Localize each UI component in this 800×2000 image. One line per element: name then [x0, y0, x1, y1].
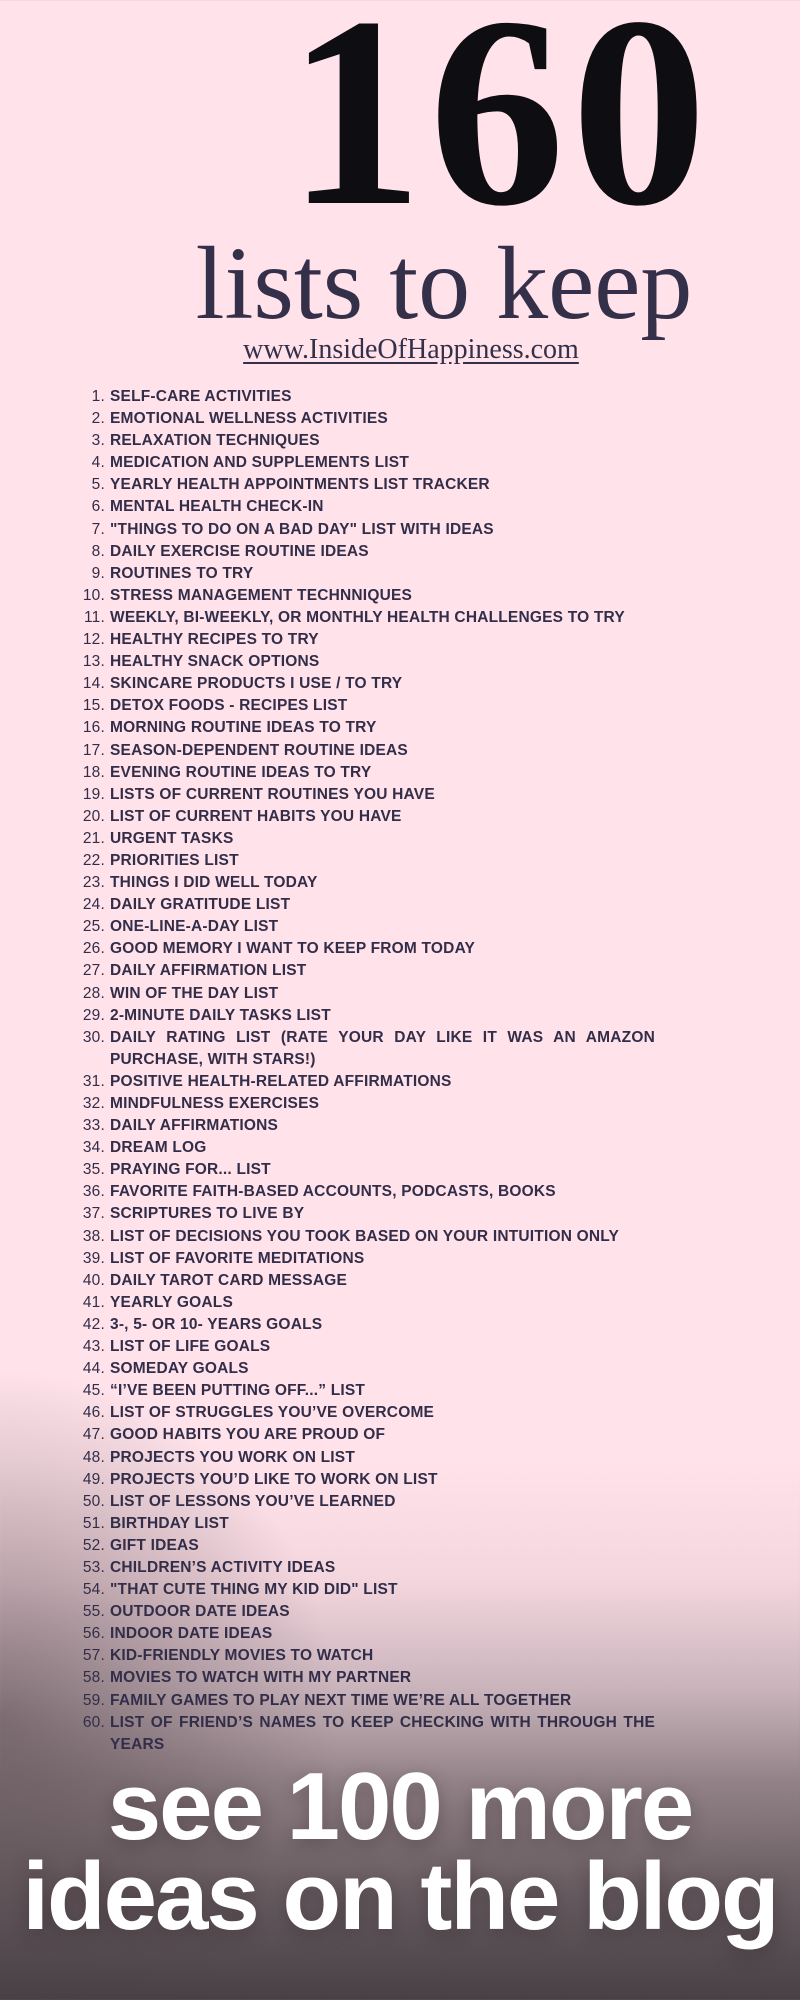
- list-item-text: LIST OF LESSONS YOU’VE LEARNED: [110, 1492, 396, 1510]
- list-item-text: MORNING ROUTINE IDEAS TO TRY: [110, 719, 377, 737]
- list-item-text: HEALTHY RECIPES TO TRY: [110, 631, 319, 649]
- list-item-text: DAILY RATING LIST (RATE YOUR DAY LIKE IT WAS AN AMAZON PURCHASE, WITH STARS!): [110, 1028, 655, 1068]
- list-item: [63, 629, 655, 651]
- list-item-number: 56.: [82, 1625, 105, 1643]
- list-item: [63, 983, 655, 1005]
- list-item-number: 13.: [82, 653, 105, 671]
- list-item-text: GOOD HABITS YOU ARE PROUD OF: [110, 1426, 386, 1444]
- list-item: [63, 717, 655, 739]
- list-item-text: WEEKLY, BI-WEEKLY, OR MONTHLY HEALTH CHALLENGES TO TRY: [110, 608, 625, 626]
- footer-line-2: ideas on the blog: [22, 1843, 778, 1950]
- list-item-text: LIST OF FRIEND’S NAMES TO KEEP CHECKING WITH THROUGH THE YEARS: [110, 1713, 655, 1753]
- list-item-number: 1.: [91, 388, 105, 405]
- list-item-text: LIST OF LIFE GOALS: [110, 1338, 271, 1356]
- list-item: [63, 1447, 655, 1469]
- list-item-text: LISTS OF CURRENT ROUTINES YOU HAVE: [110, 785, 435, 803]
- list-item-text: DREAM LOG: [110, 1139, 207, 1157]
- list-item-text: DAILY TAROT CARD MESSAGE: [110, 1271, 348, 1289]
- list-item-number: 30.: [82, 1028, 105, 1046]
- list-item-text: SKINCARE PRODUCTS I USE / TO TRY: [110, 675, 403, 693]
- list-item-number: 16.: [82, 719, 105, 737]
- list-item-number: 20.: [82, 807, 105, 825]
- list-item-number: 15.: [82, 697, 105, 715]
- list-item-number: 43.: [82, 1338, 105, 1356]
- list-item-text: OUTDOOR DATE IDEAS: [110, 1603, 290, 1621]
- list-item-number: 25.: [82, 918, 105, 936]
- list-item-number: 12.: [82, 631, 105, 649]
- list-item-text: YEARLY HEALTH APPOINTMENTS LIST TRACKER: [110, 476, 490, 494]
- list-item: [63, 1115, 655, 1137]
- list-item-number: 3.: [91, 432, 105, 450]
- list-item-text: “I’VE BEEN PUTTING OFF...” LIST: [110, 1382, 366, 1400]
- list-item-number: 52.: [82, 1536, 105, 1554]
- list-item: [63, 651, 655, 673]
- list-item-number: 14.: [82, 675, 105, 693]
- list-item-text: RELAXATION TECHNIQUES: [110, 432, 320, 450]
- list-item: [63, 938, 655, 960]
- list-item: [63, 1005, 655, 1027]
- list-item-text: PRAYING FOR... LIST: [110, 1161, 271, 1179]
- list-item-text: GOOD MEMORY I WANT TO KEEP FROM TODAY: [110, 940, 476, 958]
- list-item-number: 23.: [82, 874, 105, 892]
- list-item-number: 7.: [91, 520, 105, 538]
- list-item-text: DAILY GRATITUDE LIST: [110, 896, 291, 914]
- list-item-number: 39.: [82, 1249, 105, 1267]
- list-item-text: 2-MINUTE DAILY TASKS LIST: [110, 1006, 331, 1024]
- list-item-number: 4.: [91, 454, 105, 472]
- list-item: [63, 762, 655, 784]
- list-item-text: THINGS I DID WELL TODAY: [110, 874, 318, 892]
- list-item-number: 2.: [91, 410, 105, 428]
- list-item-text: URGENT TASKS: [110, 829, 234, 847]
- list-item-number: 5.: [91, 476, 105, 494]
- list-item: [63, 1601, 655, 1623]
- list-item: [63, 496, 655, 518]
- list-item-text: LIST OF FAVORITE MEDITATIONS: [110, 1249, 365, 1267]
- list-item: [63, 408, 655, 430]
- list-item-number: 29.: [82, 1006, 105, 1024]
- list-item-number: 9.: [91, 564, 105, 582]
- list-item-number: 24.: [82, 896, 105, 914]
- list-item-text: SELF-CARE ACTIVITIES: [110, 388, 292, 405]
- list-item-text: ROUTINES TO TRY: [110, 564, 254, 582]
- list-item: [63, 607, 655, 629]
- list-item-text: "THINGS TO DO ON A BAD DAY" LIST WITH IDEAS: [110, 520, 494, 538]
- list-item-number: 48.: [82, 1448, 105, 1466]
- list-item: [63, 1248, 655, 1270]
- list-item: [63, 1623, 655, 1645]
- list-item: [63, 1513, 655, 1535]
- list-item-number: 33.: [82, 1117, 105, 1135]
- list-item-text: LIST OF STRUGGLES YOU’VE OVERCOME: [110, 1404, 435, 1422]
- list-item: [63, 1314, 655, 1336]
- list-item-number: 10.: [82, 586, 105, 604]
- list-item: [63, 850, 655, 872]
- list-item: [63, 386, 655, 408]
- list-item-text: BIRTHDAY LIST: [110, 1514, 229, 1532]
- list-item-number: 57.: [82, 1647, 105, 1665]
- list-item-number: 49.: [82, 1470, 105, 1488]
- list-item-number: 34.: [82, 1139, 105, 1157]
- website-link[interactable]: www.InsideOfHappiness.com: [243, 334, 579, 365]
- lists-list: [63, 386, 655, 1756]
- list-item-number: 46.: [82, 1404, 105, 1422]
- list-item-text: ONE-LINE-A-DAY LIST: [110, 918, 279, 936]
- list-item-text: "THAT CUTE THING MY KID DID" LIST: [110, 1581, 398, 1599]
- list-item-text: WIN OF THE DAY LIST: [110, 984, 279, 1002]
- list-item-text: INDOOR DATE IDEAS: [110, 1625, 273, 1643]
- list-item-number: 32.: [82, 1095, 105, 1112]
- list-item-text: DAILY EXERCISE ROUTINE IDEAS: [110, 542, 369, 560]
- list-item: [63, 806, 655, 828]
- list-item-text: MEDICATION AND SUPPLEMENTS LIST: [110, 454, 409, 472]
- list-item: [63, 1203, 655, 1225]
- list-item-number: 28.: [82, 984, 105, 1002]
- list-item-number: 44.: [82, 1360, 105, 1378]
- list-item-number: 21.: [82, 829, 105, 847]
- list-item-number: 59.: [82, 1691, 105, 1709]
- list-item: [63, 960, 655, 982]
- list-item: [63, 1667, 655, 1689]
- list-item-text: YEARLY GOALS: [110, 1293, 233, 1311]
- list-item-number: 35.: [82, 1161, 105, 1179]
- list-item: [63, 563, 655, 585]
- list-item-text: 3-, 5- OR 10- YEARS GOALS: [110, 1315, 323, 1333]
- list-item-text: GIFT IDEAS: [110, 1536, 199, 1554]
- list-item-text: DAILY AFFIRMATIONS: [110, 1117, 279, 1135]
- list-item: [63, 1469, 655, 1491]
- list-item: [63, 740, 655, 762]
- list-item: [63, 1336, 655, 1358]
- list-item-number: 42.: [82, 1315, 105, 1333]
- list-item-text: SEASON-DEPENDENT ROUTINE IDEAS: [110, 741, 408, 759]
- list-item: [63, 1712, 655, 1756]
- title-number: 160: [287, 0, 713, 262]
- list-item-number: 45.: [82, 1382, 105, 1400]
- list-item-number: 41.: [82, 1293, 105, 1311]
- list-item-number: 60.: [82, 1713, 105, 1731]
- list-item-text: MOVIES TO WATCH WITH MY PARTNER: [110, 1669, 412, 1687]
- list-item-number: 54.: [82, 1581, 105, 1599]
- list-item-text: DETOX FOODS - RECIPES LIST: [110, 697, 348, 715]
- list-item-number: 50.: [82, 1492, 105, 1510]
- list-item: [63, 1292, 655, 1314]
- list-item-number: 38.: [82, 1227, 105, 1245]
- list-item-text: KID-FRIENDLY MOVIES TO WATCH: [110, 1647, 374, 1665]
- list-item-text: LIST OF DECISIONS YOU TOOK BASED ON YOUR INTUITION ONLY: [110, 1227, 620, 1245]
- list-item: [63, 828, 655, 850]
- list-item-number: 40.: [82, 1271, 105, 1289]
- list-item-text: STRESS MANAGEMENT TECHNNIQUES: [110, 586, 413, 604]
- list-item: [63, 541, 655, 563]
- list-item: [63, 695, 655, 717]
- list-item: [63, 894, 655, 916]
- list-item-number: 51.: [82, 1514, 105, 1532]
- list-item: [63, 1137, 655, 1159]
- list-item-number: 53.: [82, 1558, 105, 1576]
- list-item-text: SCRIPTURES TO LIVE BY: [110, 1205, 305, 1223]
- list-item-number: 47.: [82, 1426, 105, 1444]
- footer-cta: [0, 1753, 800, 1950]
- list-item-number: 8.: [91, 542, 105, 560]
- list-item: [63, 1027, 655, 1071]
- list-item: [63, 1690, 655, 1712]
- list-item: [63, 1557, 655, 1579]
- list-item: [63, 1226, 655, 1248]
- list-item: [63, 1424, 655, 1446]
- list-item: [63, 452, 655, 474]
- list-item: [63, 1093, 655, 1115]
- list-item: [63, 1358, 655, 1380]
- list-item: [63, 1181, 655, 1203]
- list-item-text: DAILY AFFIRMATION LIST: [110, 962, 307, 980]
- list-item: [63, 519, 655, 541]
- list-item: [63, 430, 655, 452]
- list-item: [63, 872, 655, 894]
- list-item: [63, 916, 655, 938]
- list-item-text: MINDFULNESS EXERCISES: [110, 1095, 320, 1112]
- list-item-number: 58.: [82, 1669, 105, 1687]
- list-item-text: EMOTIONAL WELLNESS ACTIVITIES: [110, 410, 388, 428]
- list-item-number: 11.: [84, 608, 105, 626]
- list-item: [63, 1159, 655, 1181]
- list-item: [63, 1579, 655, 1601]
- list-item-number: 18.: [82, 763, 105, 781]
- list-item-number: 26.: [82, 940, 105, 958]
- list-item-text: EVENING ROUTINE IDEAS TO TRY: [110, 763, 372, 781]
- list-item: [63, 1270, 655, 1292]
- list-item-number: 31.: [82, 1072, 105, 1090]
- list-item-text: SOMEDAY GOALS: [110, 1360, 249, 1378]
- list-item: [63, 1491, 655, 1513]
- list-item: [63, 1380, 655, 1402]
- list-item-text: LIST OF CURRENT HABITS YOU HAVE: [110, 807, 402, 825]
- list-item: [63, 1402, 655, 1424]
- list-item-number: 27.: [82, 962, 105, 980]
- list-item-text: HEALTHY SNACK OPTIONS: [110, 653, 320, 671]
- list-item-text: FAMILY GAMES TO PLAY NEXT TIME WE’RE ALL TOGETHER: [110, 1691, 572, 1709]
- list-item: [63, 784, 655, 806]
- list-item-text: PRIORITIES LIST: [110, 851, 239, 869]
- list-item-number: 55.: [82, 1603, 105, 1621]
- list-item: [63, 673, 655, 695]
- list-item-text: CHILDREN’S ACTIVITY IDEAS: [110, 1558, 336, 1576]
- list-item-number: 37.: [82, 1205, 105, 1223]
- list-item-text: PROJECTS YOU’D LIKE TO WORK ON LIST: [110, 1470, 438, 1488]
- list-item-text: POSITIVE HEALTH-RELATED AFFIRMATIONS: [110, 1072, 452, 1090]
- list-item: [63, 1535, 655, 1557]
- list-item-number: 19.: [82, 785, 105, 803]
- list-item: [63, 1645, 655, 1667]
- title-subtitle: lists to keep: [195, 226, 693, 341]
- list-item-text: PROJECTS YOU WORK ON LIST: [110, 1448, 355, 1466]
- list-item-text: MENTAL HEALTH CHECK-IN: [110, 498, 324, 516]
- list-item: [63, 474, 655, 496]
- list-item: [63, 1071, 655, 1093]
- list-item-number: 17.: [82, 741, 105, 759]
- list-item-number: 6.: [91, 498, 105, 516]
- list-item-number: 36.: [82, 1183, 105, 1201]
- list-item-number: 22.: [82, 851, 105, 869]
- list-item-text: FAVORITE FAITH-BASED ACCOUNTS, PODCASTS, BOOKS: [110, 1183, 556, 1201]
- list-item: [63, 585, 655, 607]
- footer-line-1: see 100 more: [107, 1753, 693, 1860]
